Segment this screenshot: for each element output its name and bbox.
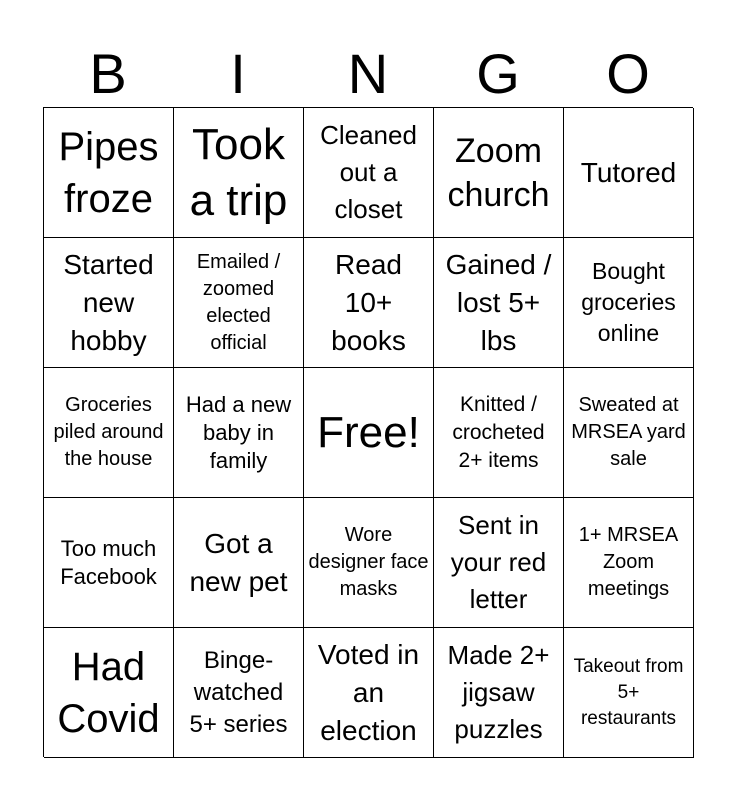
- header-letter-i: I: [230, 42, 246, 105]
- bingo-cell[interactable]: [44, 498, 174, 628]
- bingo-cell[interactable]: [44, 108, 174, 238]
- bingo-cell[interactable]: [174, 238, 304, 368]
- cell-text: Pipes froze: [58, 124, 159, 221]
- bingo-cell[interactable]: [304, 238, 434, 368]
- cell-text: Had Covid: [57, 644, 160, 741]
- cell-text: Takeout from 5+ restaurants: [573, 655, 684, 729]
- bingo-cell[interactable]: [44, 628, 174, 758]
- cell-text: Got a new pet: [189, 527, 288, 597]
- cell-text: Too much Facebook: [60, 535, 157, 589]
- cell-text: Zoom church: [447, 131, 550, 214]
- cell-text: 1+ MRSEA Zoom meetings: [578, 524, 679, 600]
- cell-text: Sent in your red letter: [450, 510, 547, 614]
- bingo-cell[interactable]: [174, 498, 304, 628]
- cell-text: Knitted / crocheted 2+ items: [452, 392, 545, 472]
- bingo-cell[interactable]: [304, 628, 434, 758]
- bingo-cell[interactable]: [434, 498, 564, 628]
- free-space[interactable]: [304, 368, 434, 498]
- cell-text: Started new hobby: [63, 248, 154, 356]
- cell-text: Read 10+ books: [331, 248, 406, 356]
- bingo-cell[interactable]: [174, 628, 304, 758]
- bingo-cell[interactable]: [564, 368, 694, 498]
- bingo-cell[interactable]: [434, 368, 564, 498]
- header-letter-g: G: [476, 42, 520, 105]
- cell-text: Had a new baby in family: [185, 391, 292, 473]
- bingo-cell[interactable]: [434, 238, 564, 368]
- bingo-cell[interactable]: [564, 108, 694, 238]
- bingo-cell[interactable]: [434, 108, 564, 238]
- bingo-cell[interactable]: [304, 108, 434, 238]
- cell-text: Made 2+ jigsaw puzzles: [447, 640, 550, 744]
- header-letter-n: N: [347, 42, 389, 105]
- cell-text: Gained / lost 5+ lbs: [445, 248, 552, 356]
- bingo-cell[interactable]: [174, 368, 304, 498]
- cell-text: Sweated at MRSEA yard sale: [571, 394, 686, 470]
- bingo-header: [43, 40, 693, 108]
- cell-text: Took a trip: [189, 119, 288, 225]
- cell-text: Free!: [317, 407, 420, 457]
- bingo-cell[interactable]: [564, 628, 694, 758]
- cell-text: Emailed / zoomed elected official: [196, 250, 281, 354]
- header-letter-o: O: [606, 42, 650, 105]
- header-letter-b: B: [89, 42, 127, 105]
- cell-text: Bought groceries online: [581, 258, 676, 346]
- bingo-cell[interactable]: [174, 108, 304, 238]
- bingo-cell[interactable]: [564, 498, 694, 628]
- bingo-cell[interactable]: [434, 628, 564, 758]
- bingo-cell[interactable]: [44, 238, 174, 368]
- bingo-cell[interactable]: [564, 238, 694, 368]
- cell-text: Tutored: [580, 156, 677, 188]
- cell-text: Binge-watched 5+ series: [189, 646, 288, 738]
- cell-text: Voted in an election: [317, 638, 420, 746]
- bingo-cell[interactable]: [304, 498, 434, 628]
- bingo-grid: [43, 107, 693, 757]
- cell-text: Wore designer face masks: [308, 524, 429, 600]
- cell-text: Groceries piled around the house: [53, 394, 164, 470]
- cell-text: Cleaned out a closet: [320, 120, 417, 224]
- bingo-cell[interactable]: [44, 368, 174, 498]
